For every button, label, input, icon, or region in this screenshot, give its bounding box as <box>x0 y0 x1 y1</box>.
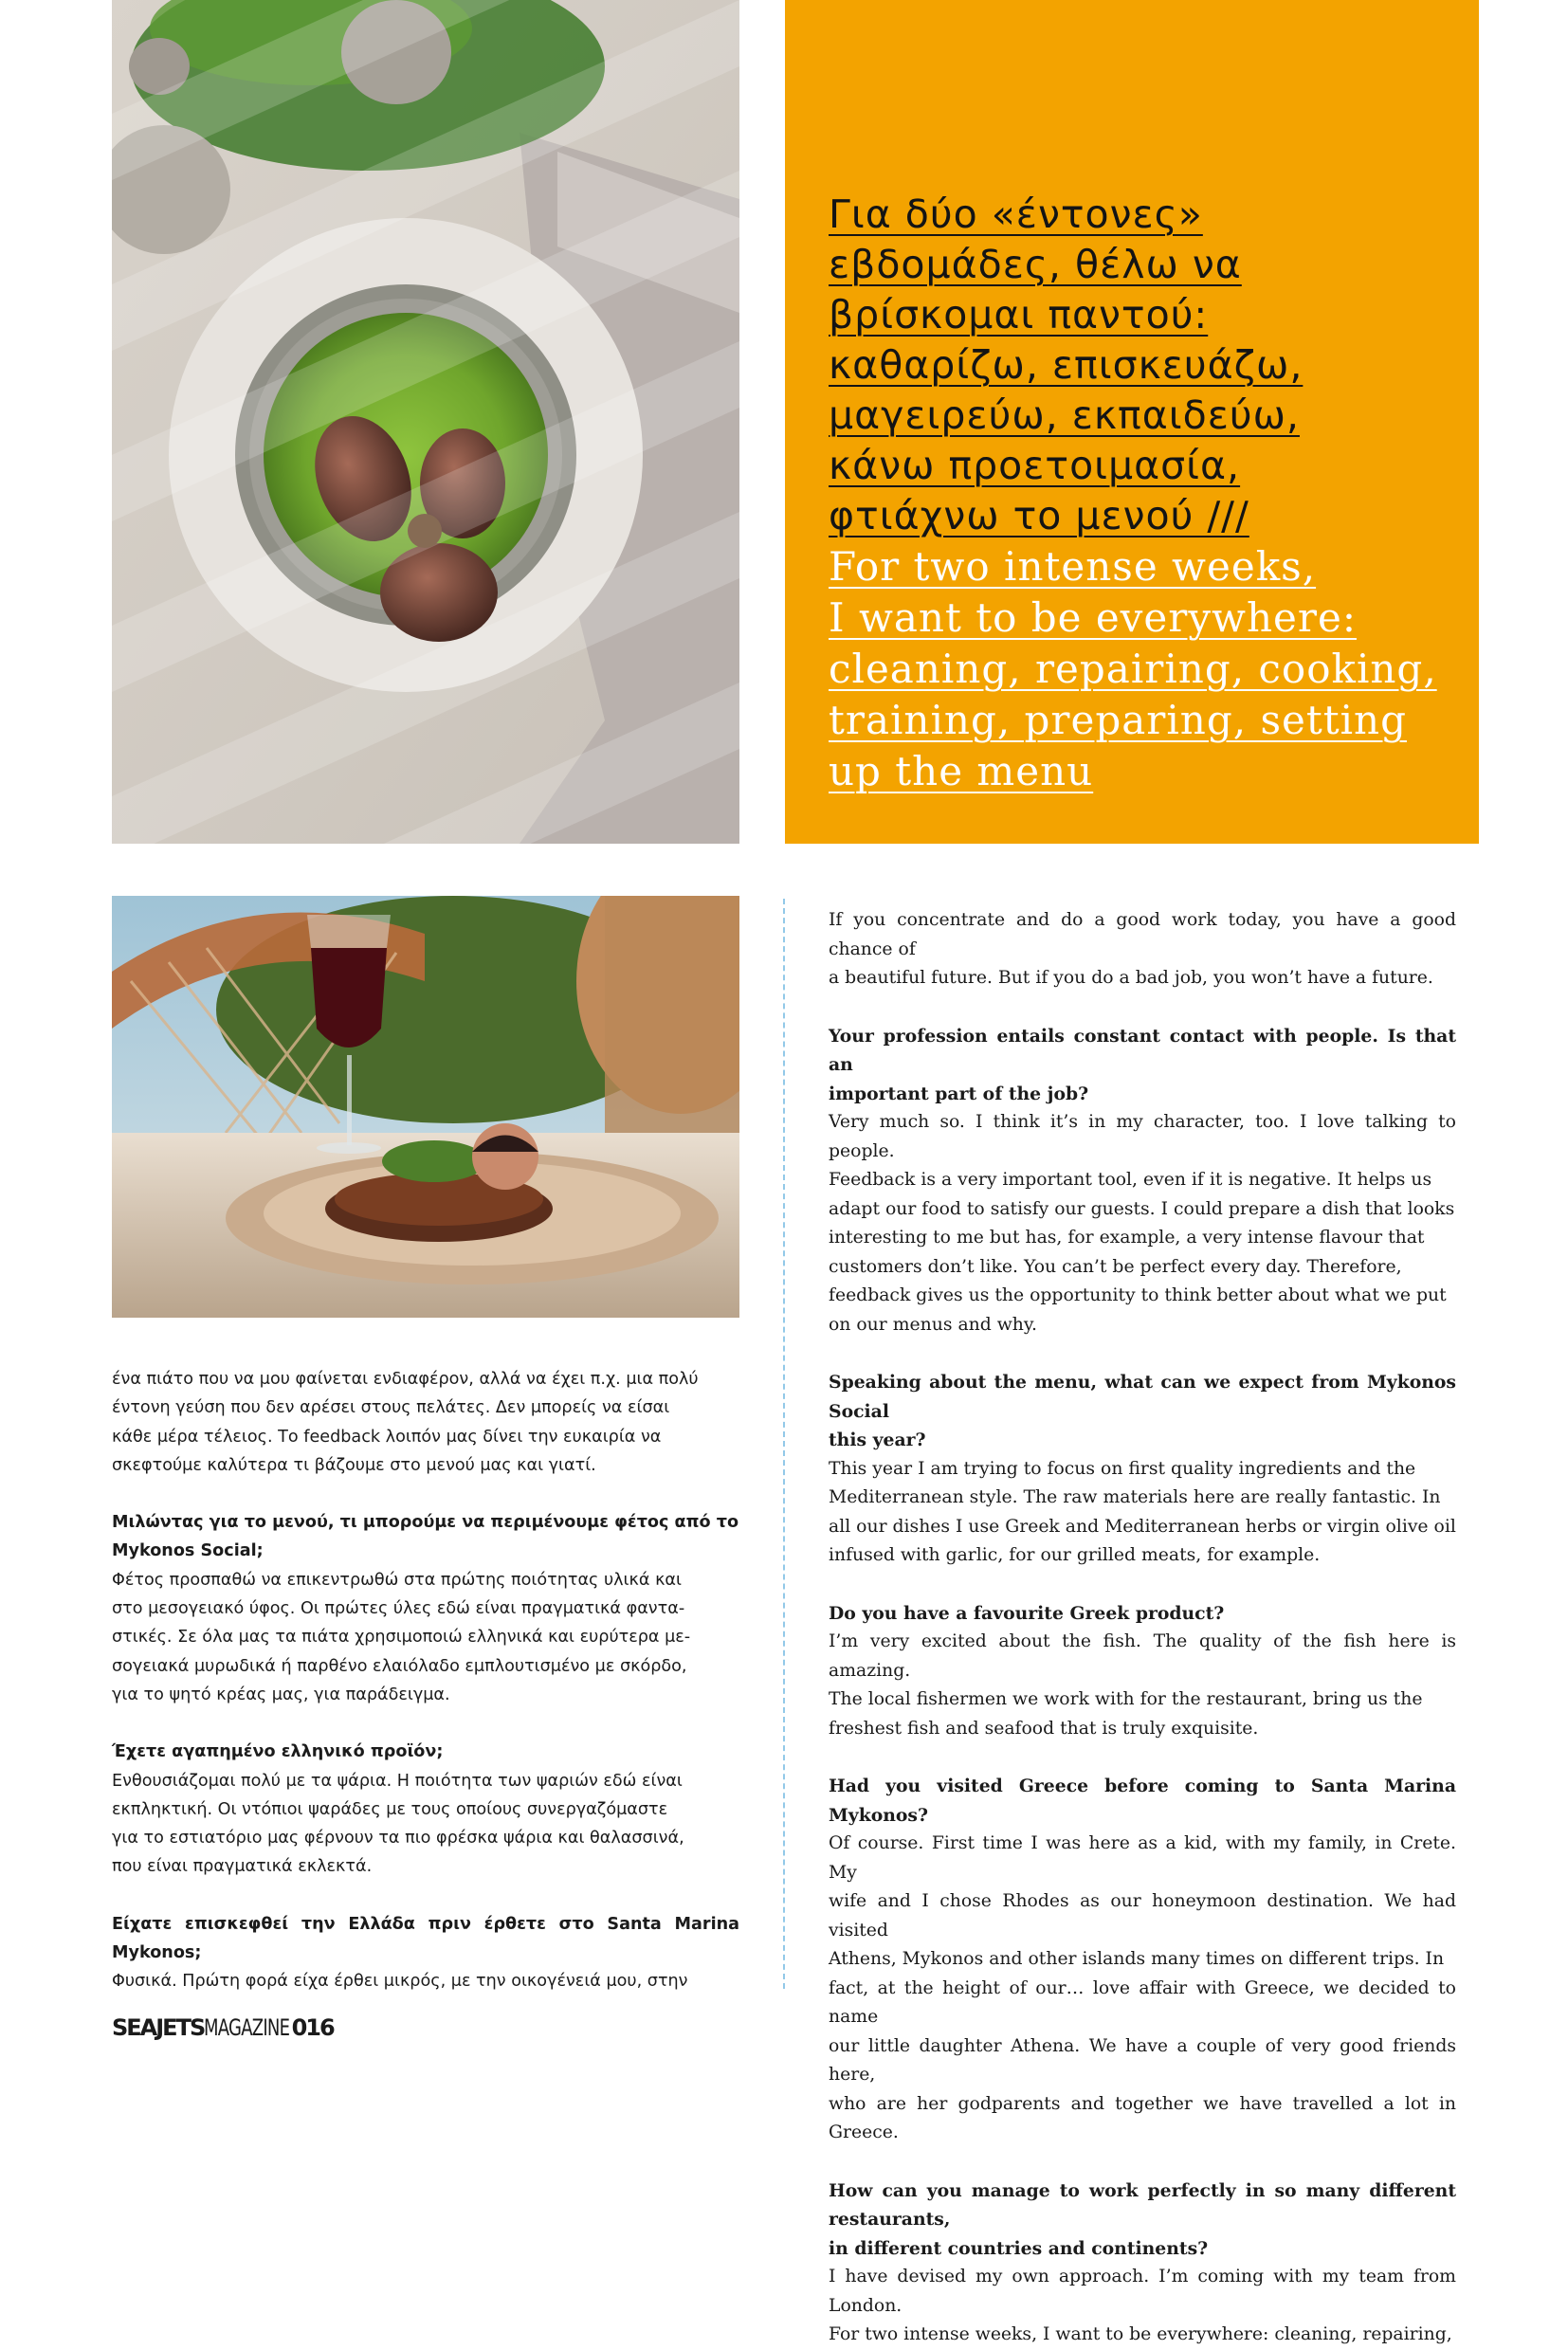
pull-quote <box>829 190 1473 797</box>
greek-paragraph-line: σογειακά μυρωδικά ή παρθένο ελαιόλαδο εμπλουτισμένο με σκόρδο, <box>112 1656 687 1676</box>
english-paragraph-line: a beautiful future. But if you do a bad job, you won’t have a future. <box>829 968 1433 988</box>
english-paragraph-line: who are her godparents and together we have travelled a lot in Greece. <box>829 2093 1456 2142</box>
greek-paragraph-line: που είναι πραγματικά εκλεκτά. <box>112 1857 373 1877</box>
greek-paragraph-line: σκεφτούμε καλύτερα τι βάζουμε στο μενού μας και γιατί. <box>112 1455 596 1475</box>
english-question: Do you have a favourite Greek product? <box>829 1602 1225 1624</box>
greek-paragraph-line: εκπληκτική. Οι ντόπιοι ψαράδες με τους οποίους συνεργαζόμαστε <box>112 1799 668 1819</box>
page-number: 016 <box>291 2014 334 2041</box>
greek-paragraph-line: ένα πιάτο που να μου φαίνεται ενδιαφέρον, αλλά να έχει π.χ. μια πολύ <box>112 1370 699 1389</box>
pull-quote-english-line: cleaning, repairing, cooking, <box>829 646 1437 692</box>
english-question: Speaking about the menu, what can we expect from Mykonos Social <box>829 1372 1456 1422</box>
greek-paragraph-line: κάθε μέρα τέλειος. Το feedback λοιπόν μας δίνει την ευκαιρία να <box>112 1427 662 1447</box>
english-paragraph-line: Mediterranean style. The raw materials here are really fantastic. In <box>829 1487 1441 1507</box>
greek-paragraph-line: για το εστιατόριο μας φέρνουν τα πιο φρέσκα ψάρια και θαλασσινά, <box>112 1829 684 1849</box>
pull-quote-english-line: For two intense weeks, <box>829 543 1317 590</box>
greek-paragraph-line: Ενθουσιάζομαι πολύ με τα ψάρια. Η ποιότητα των ψαριών εδώ είναι <box>112 1771 683 1791</box>
magazine-brand: SEAJETS <box>112 2014 205 2041</box>
greek-paragraph-line: έντονη γεύση που δεν αρέσει στους πελάτες. Δεν μπορείς να είσαι <box>112 1398 670 1418</box>
english-paragraph-line: all our dishes I use Greek and Mediterranean herbs or virgin olive oil <box>829 1516 1456 1537</box>
greek-article-column <box>112 1365 739 1996</box>
english-paragraph-line: I have devised my own approach. I’m coming with my team from London. <box>829 2267 1456 2316</box>
pull-quote-greek-line: καθαρίζω, επισκευάζω, <box>829 342 1304 388</box>
pull-quote-greek-line: βρίσκομαι παντού: <box>829 292 1209 337</box>
pull-quote-greek-line: εβδομάδες, θέλω να <box>829 242 1242 287</box>
english-paragraph-line: The local fishermen we work with for the restaurant, bring us the <box>829 1689 1423 1709</box>
english-article-column <box>829 906 1456 2350</box>
greek-question: Mykonos Social; <box>112 1541 264 1561</box>
english-paragraph-line: For two intense weeks, I want to be everywhere: cleaning, repairing, <box>829 2324 1452 2344</box>
pull-quote-greek-line: μαγειρεύω, εκπαιδεύω, <box>829 392 1300 438</box>
magazine-label: MAGAZINE <box>204 2014 290 2041</box>
english-question: in different countries and continents? <box>829 2237 1209 2259</box>
pull-quote-greek-line: φτιάχνω το μενού /// <box>829 493 1249 538</box>
english-paragraph-line: freshest fish and seafood that is truly exquisite. <box>829 1718 1259 1739</box>
pull-quote-english-line: up the menu <box>829 748 1094 794</box>
greek-paragraph-line: για το ψητό κρέας μας, για παράδειγμα. <box>112 1685 450 1704</box>
greek-question: Έχετε αγαπημένο ελληνικό προϊόν; <box>112 1742 444 1762</box>
english-paragraph-line: If you concentrate and do a good work today, you have a good chance of <box>829 910 1456 959</box>
english-paragraph-line: Very much so. I think it’s in my character, too. I love talking to people. <box>829 1112 1456 1161</box>
english-question: this year? <box>829 1430 926 1450</box>
english-question: How can you manage to work perfectly in so many different restaurants, <box>829 2179 1456 2230</box>
column-divider <box>783 899 785 1989</box>
english-paragraph-line: feedback gives us the opportunity to think better about what we put <box>829 1285 1447 1305</box>
english-question: Had you visited Greece before coming to Santa Marina Mykonos? <box>829 1776 1456 1826</box>
page-footer <box>112 2014 334 2041</box>
greek-paragraph-line: στο μεσογειακό ύφος. Οι πρώτες ύλες εδώ είναι πραγματικά φαντα- <box>112 1599 685 1619</box>
pull-quote-greek-line: κάνω προετοιμασία, <box>829 443 1241 488</box>
greek-paragraph-line: Φυσικά. Πρώτη φορά είχα έρθει μικρός, με την οικογένειά μου, στην <box>112 1972 688 1992</box>
english-paragraph-line: wife and I chose Rhodes as our honeymoon destination. We had visited <box>829 1891 1456 1940</box>
english-paragraph-line: Feedback is a very important tool, even if it is negative. It helps us <box>829 1170 1432 1190</box>
english-paragraph-line: customers don’t like. You can’t be perfect every day. Therefore, <box>829 1256 1402 1277</box>
greek-paragraph-line: στικές. Σε όλα μας τα πιάτα χρησιμοποιώ ελληνικά και ευρύτερα με- <box>112 1628 691 1648</box>
pull-quote-english-line: training, preparing, setting <box>829 697 1407 743</box>
greek-paragraph-line: Φέτος προσπαθώ να επικεντρωθώ στα πρώτης ποιότητας υλικά και <box>112 1570 682 1590</box>
greek-question: Είχατε επισκεφθεί την Ελλάδα πριν έρθετε στο Santa Marina Mykonos; <box>112 1914 739 1963</box>
english-paragraph-line: interesting to me but has, for example, a very intense flavour that <box>829 1228 1425 1248</box>
pull-quote-greek-line: Για δύο «έντονες» <box>829 191 1203 237</box>
english-question: Your profession entails constant contact with people. Is that an <box>829 1025 1456 1075</box>
food-bowl-photo <box>112 0 739 844</box>
greek-question: Μιλώντας για το μενού, τι μπορούμε να περιμένουμε φέτος από το <box>112 1513 739 1533</box>
english-paragraph-line: our little daughter Athena. We have a couple of very good friends here, <box>829 2035 1456 2085</box>
english-paragraph-line: I’m very excited about the fish. The quality of the fish here is amazing. <box>829 1631 1456 1681</box>
english-paragraph-line: adapt our food to satisfy our guests. I could prepare a dish that looks <box>829 1198 1455 1219</box>
pull-quote-box <box>785 0 1479 844</box>
english-paragraph-line: Of course. First time I was here as a kid, with my family, in Crete. My <box>829 1833 1456 1883</box>
english-paragraph-line: Athens, Mykonos and other islands many times on different trips. In <box>829 1949 1445 1969</box>
english-question: important part of the job? <box>829 1083 1089 1104</box>
english-paragraph-line: This year I am trying to focus on first quality ingredients and the <box>829 1458 1416 1479</box>
english-paragraph-line: fact, at the height of our… love affair with Greece, we decided to name <box>829 1977 1456 2027</box>
english-paragraph-line: infused with garlic, for our grilled meats, for example. <box>829 1545 1321 1565</box>
english-paragraph-line: on our menus and why. <box>829 1314 1037 1335</box>
pull-quote-english-line: I want to be everywhere: <box>829 594 1357 641</box>
steak-wine-photo <box>112 896 739 1318</box>
